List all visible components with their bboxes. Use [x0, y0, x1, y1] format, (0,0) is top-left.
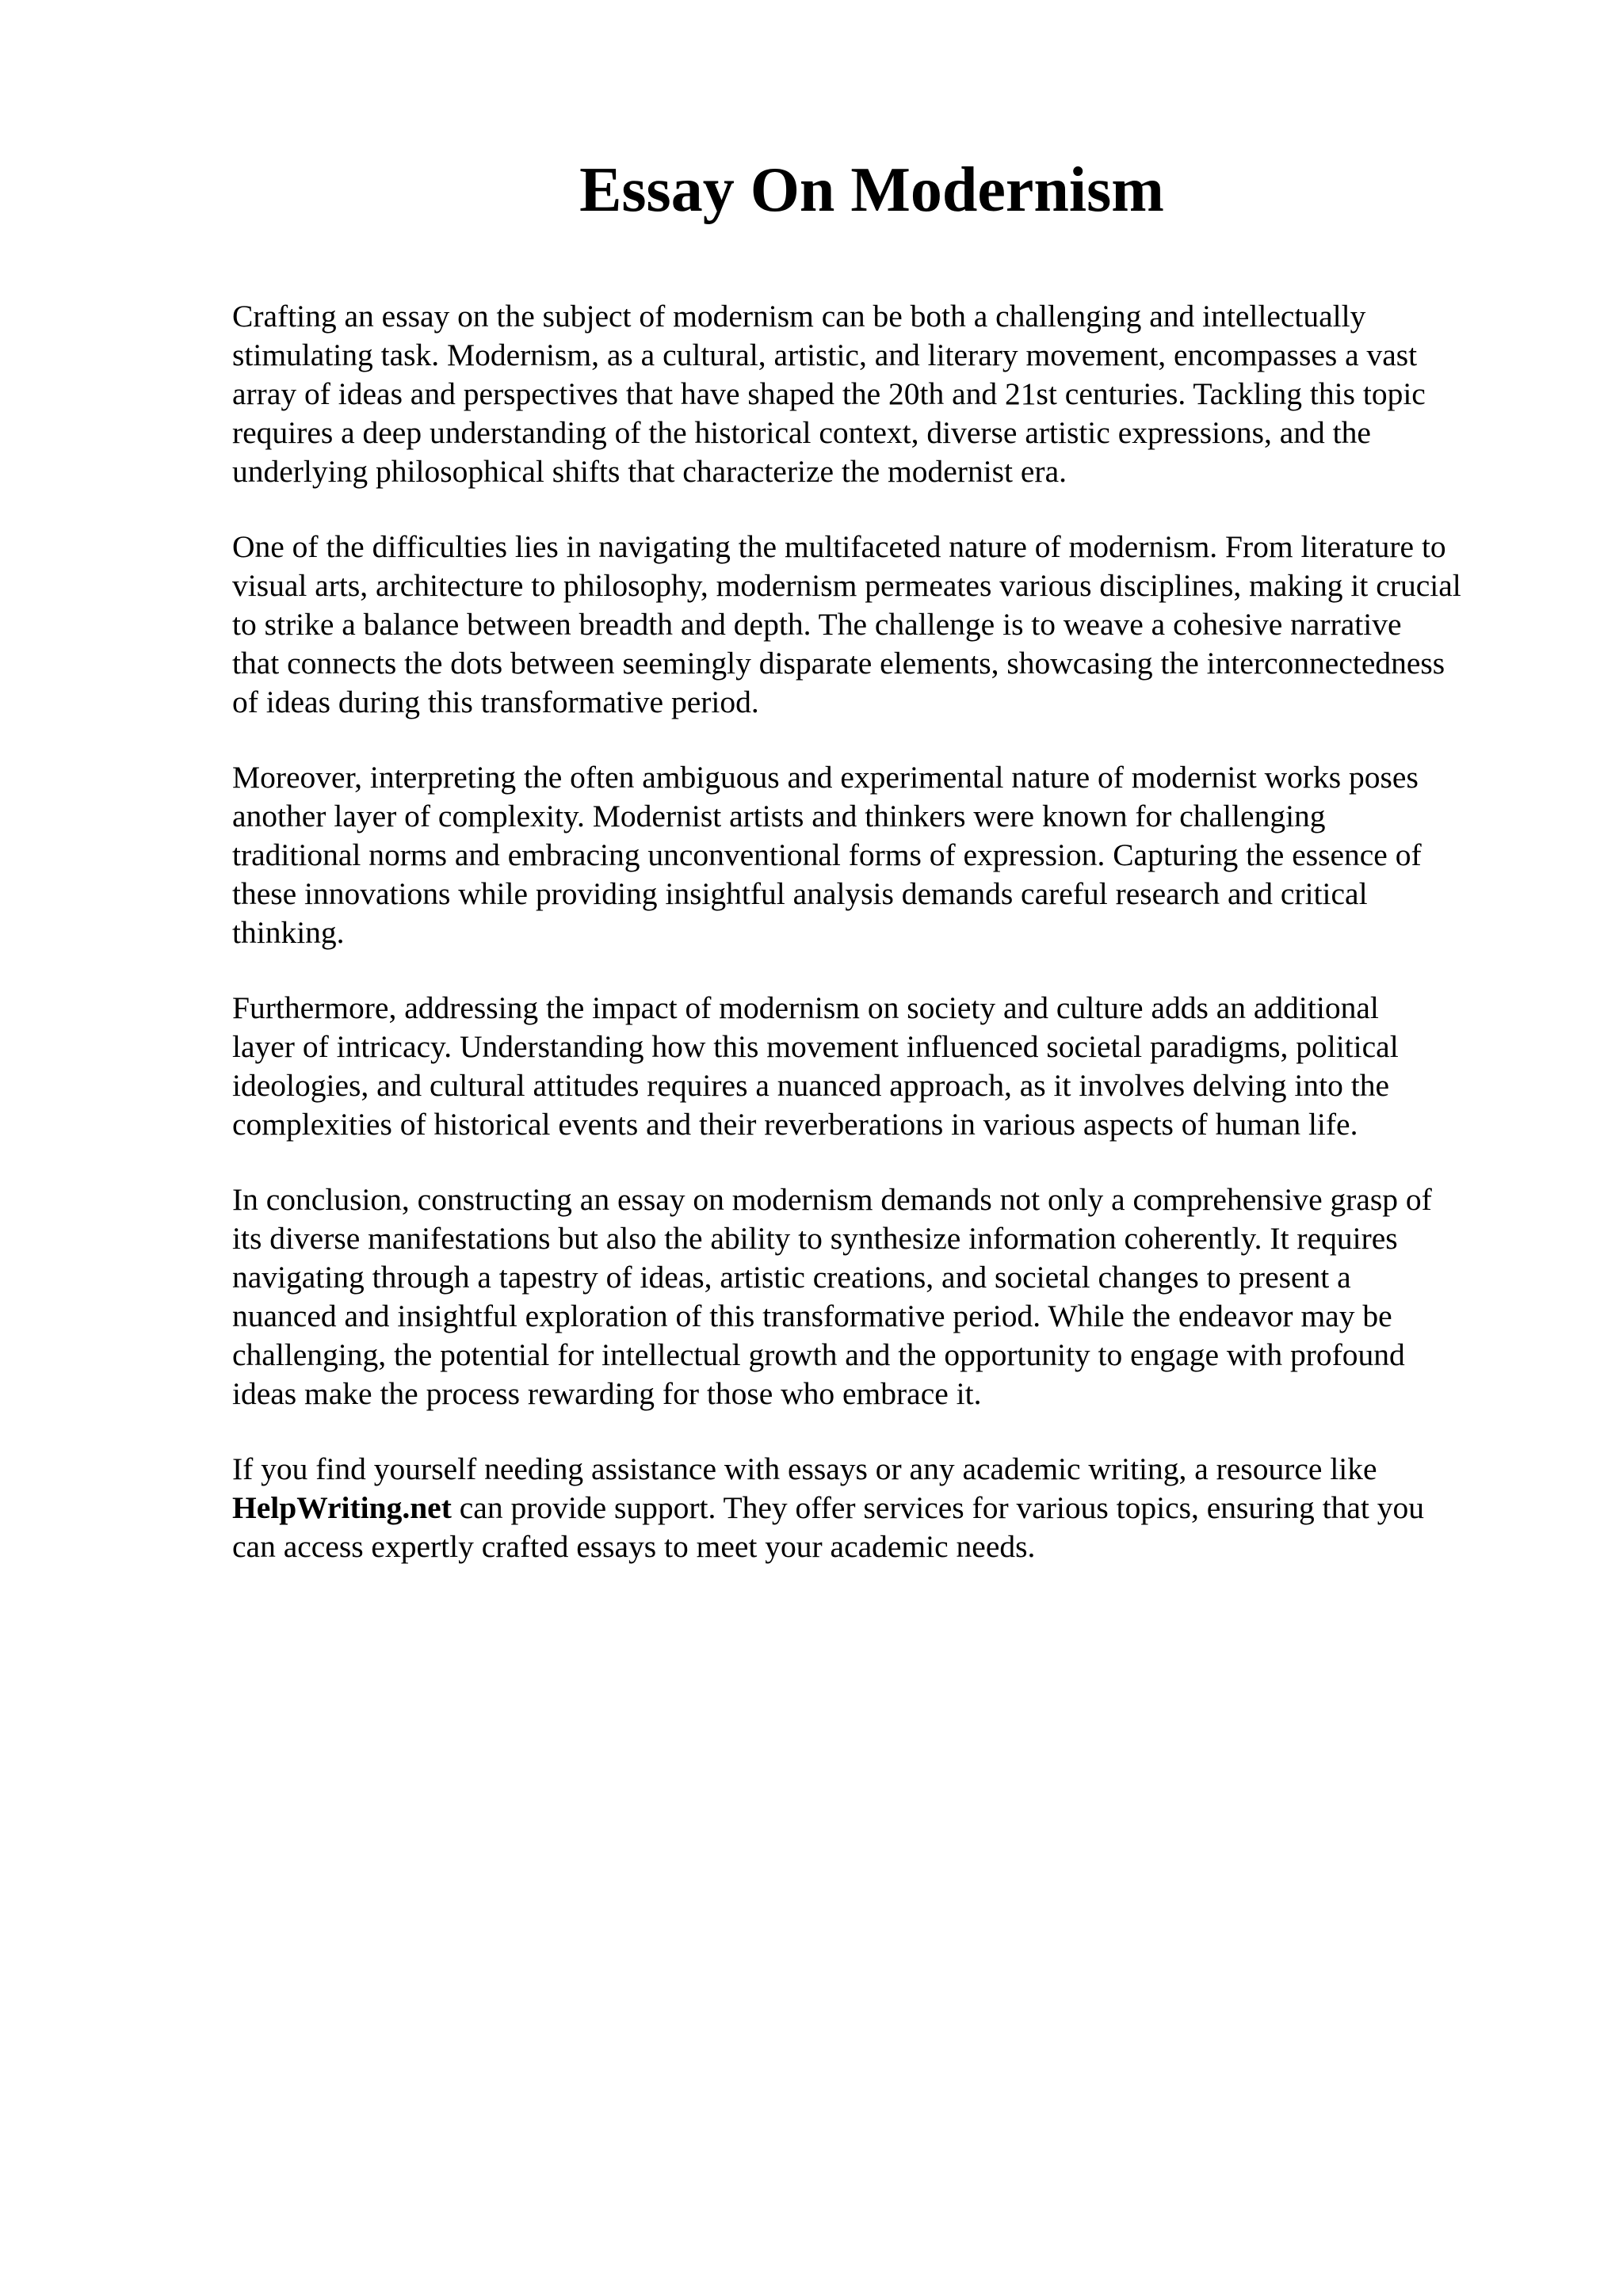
paragraph-closing	[232, 1450, 1548, 1566]
text-line: traditional norms and embracing unconventional forms of expression. Capturing the essence of	[232, 837, 1422, 872]
text-line	[232, 1489, 1548, 1527]
text-line: ideologies, and cultural attitudes requires a nuanced approach, as it involves delving into the	[232, 1068, 1389, 1103]
text-line: underlying philosophical shifts that characterize the modernist era.	[232, 454, 1067, 489]
text-line: these innovations while providing insightful analysis demands careful research and critical	[232, 876, 1368, 911]
text-line: of ideas during this transformative period.	[232, 685, 759, 719]
text-line: that connects the dots between seemingly disparate elements, showcasing the interconnectedness	[232, 646, 1445, 681]
text-line: Moreover, interpreting the often ambiguous and experimental nature of modernist works poses	[232, 760, 1419, 795]
text-line: ideas make the process rewarding for those who embrace it.	[232, 1376, 982, 1411]
paragraph-2	[232, 528, 1548, 722]
text-line: visual arts, architecture to philosophy, modernism permeates various disciplines, making it crucial	[232, 568, 1461, 603]
page-title: Essay On Modernism	[579, 155, 1164, 225]
text-line: One of the difficulties lies in navigating the multifaceted nature of modernism. From literature to	[232, 529, 1446, 564]
text-line: to strike a balance between breadth and depth. The challenge is to weave a cohesive narrative	[232, 607, 1402, 642]
text-line: If you find yourself needing assistance with essays or any academic writing, a resource like	[232, 1451, 1377, 1486]
text-line: complexities of historical events and their reverberations in various aspects of human life.	[232, 1107, 1358, 1142]
text-line: can access expertly crafted essays to meet your academic needs.	[232, 1529, 1036, 1564]
text-line: stimulating task. Modernism, as a cultural, artistic, and literary movement, encompasses a vast	[232, 338, 1418, 372]
text-line: thinking.	[232, 915, 345, 950]
text-line: its diverse manifestations but also the ability to synthesize information coherently. It requires	[232, 1221, 1398, 1256]
paragraph-1	[232, 297, 1548, 491]
text-line: layer of intricacy. Understanding how this movement influenced societal paradigms, political	[232, 1029, 1399, 1064]
text-line: array of ideas and perspectives that have shaped the 20th and 21st centuries. Tackling this topic	[232, 376, 1426, 411]
text-line: challenging, the potential for intellectual growth and the opportunity to engage with profound	[232, 1337, 1405, 1372]
text-segment: can provide support. They offer services for various topics, ensuring that you	[451, 1490, 1424, 1525]
essay-body	[232, 297, 1548, 1603]
text-line: requires a deep understanding of the historical context, diverse artistic expressions, and the	[232, 415, 1371, 450]
text-line: Crafting an essay on the subject of modernism can be both a challenging and intellectually	[232, 299, 1366, 334]
paragraph-5	[232, 1180, 1548, 1413]
text-line: Furthermore, addressing the impact of modernism on society and culture adds an additional	[232, 990, 1379, 1025]
text-line: navigating through a tapestry of ideas, artistic creations, and societal changes to present a	[232, 1260, 1351, 1295]
text-line: In conclusion, constructing an essay on modernism demands not only a comprehensive grasp of	[232, 1182, 1432, 1217]
text-line: another layer of complexity. Modernist artists and thinkers were known for challenging	[232, 799, 1326, 833]
brand-name: HelpWriting.net	[232, 1490, 452, 1525]
paragraph-3	[232, 758, 1548, 952]
paragraph-4	[232, 989, 1548, 1144]
text-line: nuanced and insightful exploration of this transformative period. While the endeavor may be	[232, 1299, 1392, 1333]
